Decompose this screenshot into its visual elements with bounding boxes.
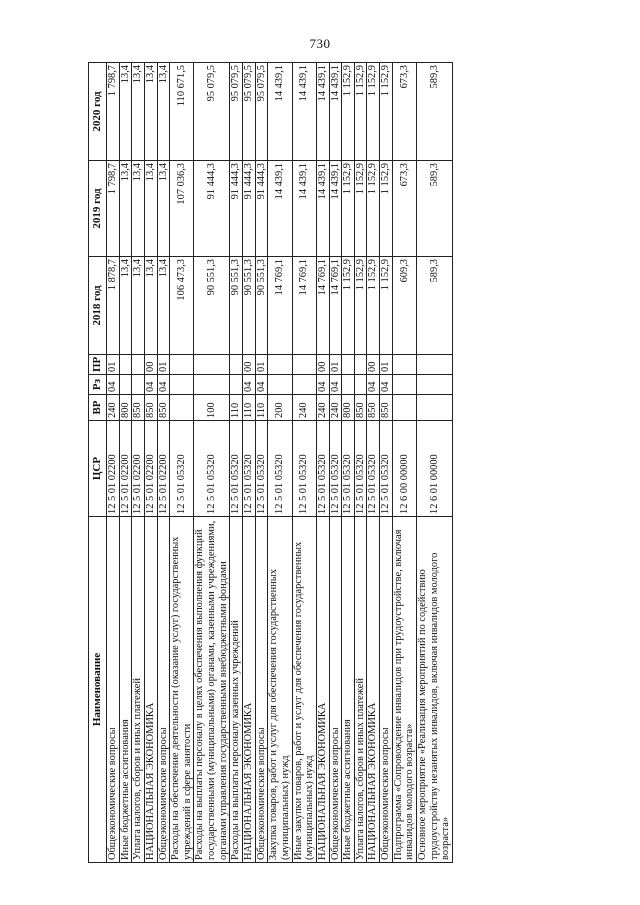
table-row: [157, 63, 170, 863]
row-2018-cell: 90 551,3: [255, 257, 268, 355]
row-vr-cell: 800: [119, 395, 132, 421]
row-rz-cell: [230, 375, 243, 395]
header-vr: ВР: [89, 395, 107, 421]
row-name-cell: Общеэкономические вопросы: [255, 517, 268, 863]
row-csr-cell: 12 5 01 05320: [380, 421, 393, 517]
row-rz-cell: 04: [144, 375, 157, 395]
row-2018-cell: 589,3: [417, 257, 453, 355]
row-name-cell: Общеэкономические вопросы: [107, 517, 120, 863]
row-2020-cell: 13,4: [132, 63, 145, 161]
row-2018-cell: 106 473,3: [170, 257, 194, 355]
row-2018-cell: 14 769,1: [316, 257, 329, 355]
row-vr-cell: 110: [255, 395, 268, 421]
row-2018-cell: 1 152,9: [354, 257, 367, 355]
budget-table: [88, 62, 453, 863]
row-vr-cell: [170, 395, 194, 421]
row-rz-cell: 04: [329, 375, 342, 395]
row-rz-cell: 04: [367, 375, 380, 395]
table-row: [107, 63, 120, 863]
header-row: [89, 63, 107, 863]
row-name-cell: Закупка товаров, работ и услуг для обеспечения государственных (муниципальных) нужд: [268, 517, 292, 863]
row-pr-cell: 00: [144, 355, 157, 375]
row-pr-cell: 00: [243, 355, 256, 375]
row-csr-cell: 12 6 01 00000: [417, 421, 453, 517]
row-2020-cell: 110 671,5: [170, 63, 194, 161]
row-2018-cell: 90 551,3: [230, 257, 243, 355]
row-pr-cell: [268, 355, 292, 375]
row-vr-cell: [392, 395, 416, 421]
row-2019-cell: 14 439,1: [329, 161, 342, 257]
row-2020-cell: 1 798,7: [107, 63, 120, 161]
row-rz-cell: 04: [107, 375, 120, 395]
row-name-cell: Иные бюджетные ассигнования: [119, 517, 132, 863]
row-csr-cell: 12 5 01 05320: [342, 421, 355, 517]
row-csr-cell: 12 5 01 05320: [292, 421, 316, 517]
row-vr-cell: 850: [367, 395, 380, 421]
table-header: [89, 63, 107, 863]
row-2018-cell: 13,4: [119, 257, 132, 355]
row-pr-cell: [194, 355, 230, 375]
row-2020-cell: 1 152,9: [380, 63, 393, 161]
table-row: [417, 63, 453, 863]
row-name-cell: Уплата налогов, сборов и иных платежей: [132, 517, 145, 863]
row-vr-cell: 850: [380, 395, 393, 421]
row-vr-cell: 850: [144, 395, 157, 421]
row-pr-cell: [342, 355, 355, 375]
header-2019: 2019 год: [89, 161, 107, 257]
header-rz: Рз: [89, 375, 107, 395]
row-2018-cell: 14 769,1: [268, 257, 292, 355]
row-vr-cell: 110: [243, 395, 256, 421]
row-vr-cell: 240: [316, 395, 329, 421]
table-row: [329, 63, 342, 863]
row-pr-cell: 01: [157, 355, 170, 375]
row-rz-cell: [392, 375, 416, 395]
row-pr-cell: 01: [329, 355, 342, 375]
header-2020: 2020 год: [89, 63, 107, 161]
row-pr-cell: [119, 355, 132, 375]
row-2020-cell: 95 079,5: [194, 63, 230, 161]
table-row: [132, 63, 145, 863]
row-pr-cell: 00: [367, 355, 380, 375]
row-2019-cell: 13,4: [144, 161, 157, 257]
table-row: [392, 63, 416, 863]
row-2020-cell: 1 152,9: [367, 63, 380, 161]
row-rz-cell: [354, 375, 367, 395]
row-csr-cell: 12 5 01 05320: [316, 421, 329, 517]
row-2019-cell: 91 444,3: [230, 161, 243, 257]
row-2019-cell: 1 798,7: [107, 161, 120, 257]
row-2019-cell: 1 152,9: [367, 161, 380, 257]
row-2020-cell: 14 439,1: [292, 63, 316, 161]
row-2020-cell: 95 079,5: [230, 63, 243, 161]
row-pr-cell: [292, 355, 316, 375]
row-csr-cell: 12 5 01 02200: [132, 421, 145, 517]
row-2019-cell: 1 152,9: [354, 161, 367, 257]
row-2018-cell: 1 152,9: [380, 257, 393, 355]
row-name-cell: Расходы на выплаты персоналу казенных учреждений: [230, 517, 243, 863]
row-2018-cell: 13,4: [144, 257, 157, 355]
row-pr-cell: [230, 355, 243, 375]
row-2019-cell: 91 444,3: [255, 161, 268, 257]
row-2018-cell: 90 551,3: [194, 257, 230, 355]
row-vr-cell: 850: [157, 395, 170, 421]
row-2019-cell: 91 444,3: [243, 161, 256, 257]
row-2019-cell: 13,4: [119, 161, 132, 257]
row-rz-cell: 04: [243, 375, 256, 395]
row-2018-cell: 14 769,1: [292, 257, 316, 355]
row-pr-cell: [354, 355, 367, 375]
table-row: [380, 63, 393, 863]
row-name-cell: Иные закупки товаров, работ и услуг для обеспечения государственных (муниципальных) нужд: [292, 517, 316, 863]
row-2020-cell: 13,4: [119, 63, 132, 161]
row-2020-cell: 14 439,1: [316, 63, 329, 161]
row-name-cell: Расходы на обеспечение деятельности (оказание услуг) государственных учреждений в сфере занятости: [170, 517, 194, 863]
row-pr-cell: 01: [107, 355, 120, 375]
row-csr-cell: 12 5 01 05320: [255, 421, 268, 517]
row-2019-cell: 107 036,3: [170, 161, 194, 257]
row-csr-cell: 12 5 01 02200: [119, 421, 132, 517]
row-vr-cell: 850: [354, 395, 367, 421]
row-2019-cell: 13,4: [157, 161, 170, 257]
rotated-table-container: [88, 63, 640, 863]
row-2018-cell: 1 152,9: [367, 257, 380, 355]
header-csr: ЦСР: [89, 421, 107, 517]
row-2018-cell: 14 769,1: [329, 257, 342, 355]
table-row: [316, 63, 329, 863]
row-vr-cell: 110: [230, 395, 243, 421]
row-vr-cell: 200: [268, 395, 292, 421]
table-row: [268, 63, 292, 863]
row-2019-cell: 13,4: [132, 161, 145, 257]
row-pr-cell: 01: [255, 355, 268, 375]
header-pr: ПР: [89, 355, 107, 375]
row-2019-cell: 589,3: [417, 161, 453, 257]
row-pr-cell: [417, 355, 453, 375]
row-pr-cell: 01: [380, 355, 393, 375]
row-2020-cell: 95 079,5: [243, 63, 256, 161]
row-2019-cell: 14 439,1: [292, 161, 316, 257]
header-name: Наименование: [89, 517, 107, 863]
row-2018-cell: 609,3: [392, 257, 416, 355]
row-rz-cell: [194, 375, 230, 395]
row-2018-cell: 13,4: [132, 257, 145, 355]
row-name-cell: Основное мероприятие «Реализация мероприятий по содействию трудоустройству незанятых инвалидов, включая инвалидов молодого возраста»: [417, 517, 453, 863]
row-2020-cell: 1 152,9: [354, 63, 367, 161]
row-csr-cell: 12 5 01 05320: [354, 421, 367, 517]
row-vr-cell: 240: [292, 395, 316, 421]
table-row: [292, 63, 316, 863]
row-2018-cell: 90 551,3: [243, 257, 256, 355]
row-rz-cell: [292, 375, 316, 395]
row-name-cell: НАЦИОНАЛЬНАЯ ЭКОНОМИКА: [144, 517, 157, 863]
row-name-cell: Общеэкономические вопросы: [380, 517, 393, 863]
row-rz-cell: [170, 375, 194, 395]
row-2019-cell: 1 152,9: [342, 161, 355, 257]
row-2020-cell: 673,3: [392, 63, 416, 161]
row-rz-cell: 04: [316, 375, 329, 395]
page-number: 730: [309, 36, 331, 51]
row-vr-cell: [417, 395, 453, 421]
row-csr-cell: 12 5 01 05320: [230, 421, 243, 517]
row-rz-cell: 04: [255, 375, 268, 395]
row-name-cell: Общеэкономические вопросы: [157, 517, 170, 863]
row-2018-cell: 1 152,9: [342, 257, 355, 355]
row-2018-cell: 1 878,7: [107, 257, 120, 355]
row-pr-cell: 00: [316, 355, 329, 375]
row-name-cell: Общеэкономические вопросы: [329, 517, 342, 863]
row-name-cell: Иные бюджетные ассигнования: [342, 517, 355, 863]
row-rz-cell: [342, 375, 355, 395]
row-csr-cell: 12 5 01 05320: [329, 421, 342, 517]
table-row: [144, 63, 157, 863]
table-row: [367, 63, 380, 863]
table-row: [354, 63, 367, 863]
row-rz-cell: [417, 375, 453, 395]
row-vr-cell: 240: [107, 395, 120, 421]
row-2020-cell: 95 079,5: [255, 63, 268, 161]
table-row: [230, 63, 243, 863]
row-name-cell: Расходы на выплаты персоналу в целях обеспечения выполнения функций государственными (муниципальными) органами, казенными учреждениями, органами управления государственными внебюджетными фондами: [194, 517, 230, 863]
row-pr-cell: [392, 355, 416, 375]
row-csr-cell: 12 6 00 00000: [392, 421, 416, 517]
row-rz-cell: 04: [380, 375, 393, 395]
row-vr-cell: 850: [132, 395, 145, 421]
row-csr-cell: 12 5 01 05320: [367, 421, 380, 517]
row-csr-cell: 12 5 01 05320: [194, 421, 230, 517]
row-rz-cell: 04: [157, 375, 170, 395]
table-body: [107, 63, 453, 863]
table-row: [170, 63, 194, 863]
row-vr-cell: 800: [342, 395, 355, 421]
row-name-cell: НАЦИОНАЛЬНАЯ ЭКОНОМИКА: [243, 517, 256, 863]
table-row: [119, 63, 132, 863]
table-row: [255, 63, 268, 863]
row-2020-cell: 1 152,9: [342, 63, 355, 161]
table-row: [342, 63, 355, 863]
row-2019-cell: 91 444,3: [194, 161, 230, 257]
row-2019-cell: 14 439,1: [316, 161, 329, 257]
row-csr-cell: 12 5 01 02200: [157, 421, 170, 517]
row-rz-cell: [119, 375, 132, 395]
row-pr-cell: [170, 355, 194, 375]
row-csr-cell: 12 5 01 05320: [170, 421, 194, 517]
row-2019-cell: 673,3: [392, 161, 416, 257]
header-2018: 2018 год: [89, 257, 107, 355]
row-name-cell: Подпрограмма «Сопровождение инвалидов при трудоустройстве, включая инвалидов молодого возраста»: [392, 517, 416, 863]
row-2020-cell: 589,3: [417, 63, 453, 161]
row-csr-cell: 12 5 01 02200: [144, 421, 157, 517]
row-2020-cell: 14 439,1: [268, 63, 292, 161]
row-csr-cell: 12 5 01 02200: [107, 421, 120, 517]
row-rz-cell: [268, 375, 292, 395]
row-2020-cell: 13,4: [157, 63, 170, 161]
row-2019-cell: 1 152,9: [380, 161, 393, 257]
row-2020-cell: 13,4: [144, 63, 157, 161]
row-pr-cell: [132, 355, 145, 375]
row-rz-cell: [132, 375, 145, 395]
row-2018-cell: 13,4: [157, 257, 170, 355]
table-row: [194, 63, 230, 863]
row-name-cell: Уплата налогов, сборов и иных платежей: [354, 517, 367, 863]
row-name-cell: НАЦИОНАЛЬНАЯ ЭКОНОМИКА: [367, 517, 380, 863]
row-2020-cell: 14 439,1: [329, 63, 342, 161]
row-2019-cell: 14 439,1: [268, 161, 292, 257]
row-vr-cell: 240: [329, 395, 342, 421]
row-csr-cell: 12 5 01 05320: [243, 421, 256, 517]
table-row: [243, 63, 256, 863]
row-name-cell: НАЦИОНАЛЬНАЯ ЭКОНОМИКА: [316, 517, 329, 863]
row-vr-cell: 100: [194, 395, 230, 421]
row-csr-cell: 12 5 01 05320: [268, 421, 292, 517]
